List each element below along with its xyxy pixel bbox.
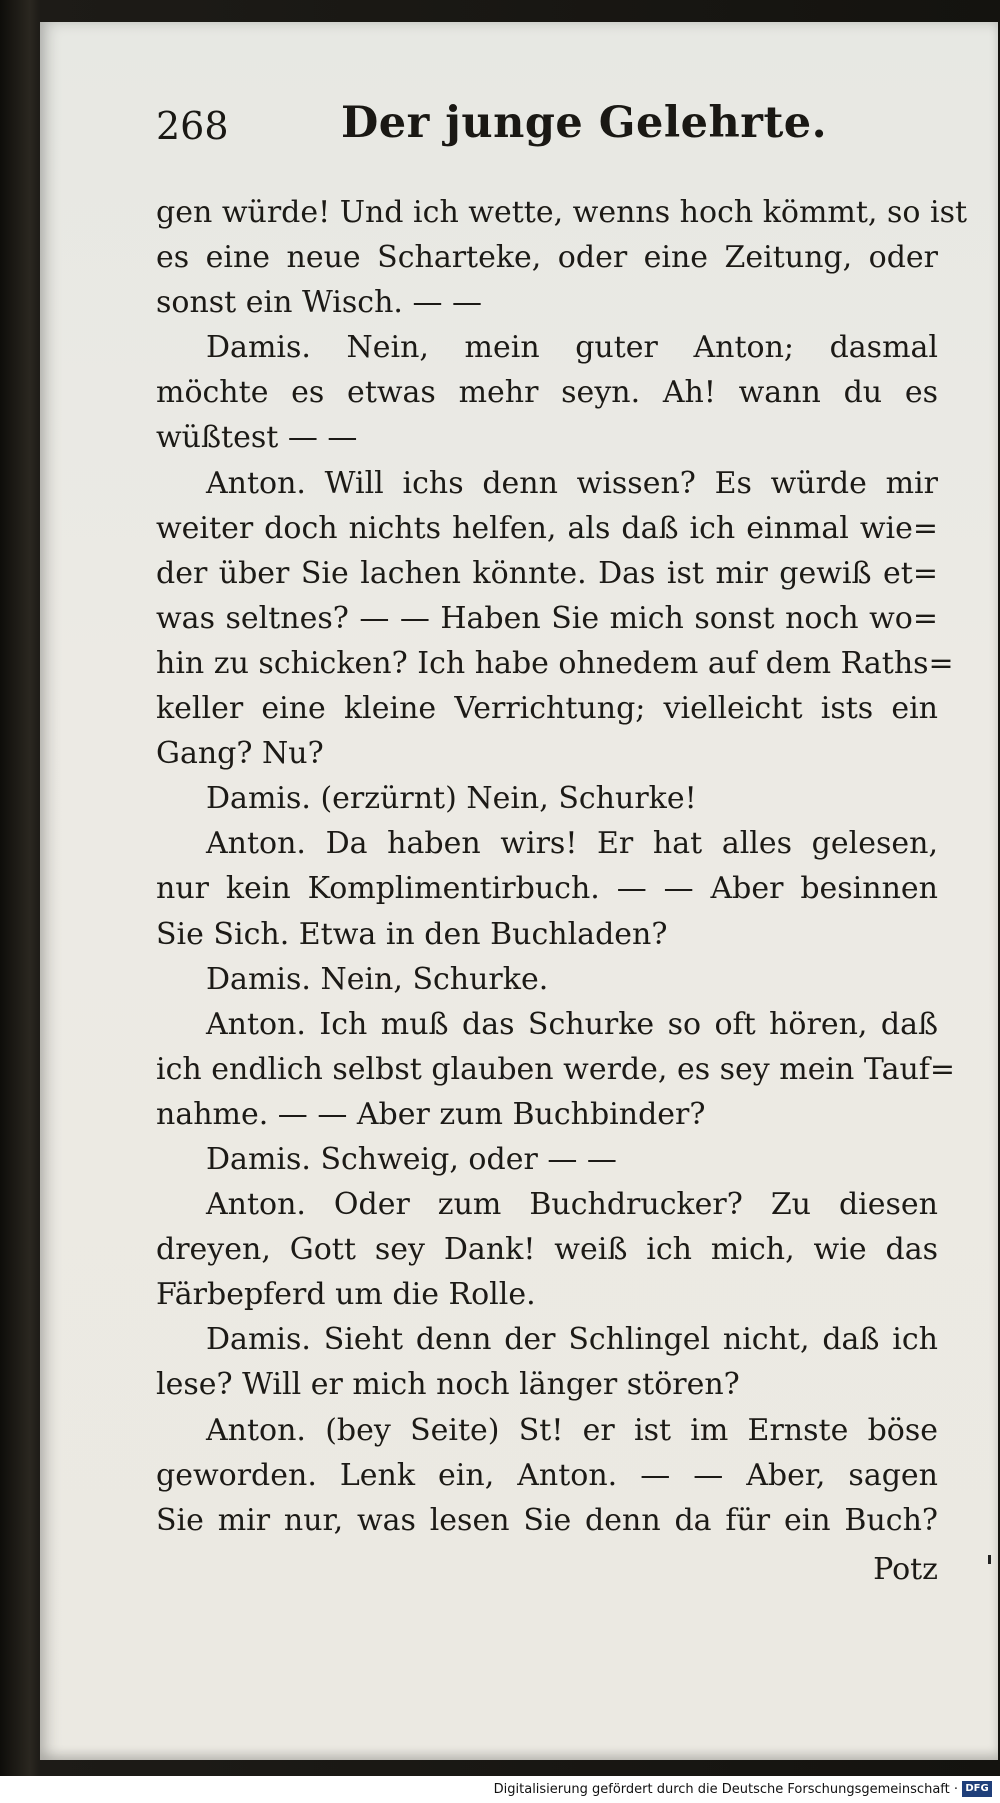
text-line: hin zu schicken? Ich habe ohnedem auf dem Raths= [156,645,954,681]
text-line: sonst ein Wisch. — — [156,285,483,321]
text-line: gen würde! Und ich wette, wenns hoch kömmt, so ist [156,195,968,230]
text-line: was seltnes? — — Haben Sie mich sonst noch wo= [156,600,938,636]
page-header [156,98,936,158]
text-line: der über Sie lachen könnte. Das ist mir gewiß et= [156,555,938,591]
text-line: Sie Sich. Etwa in den Buchladen? [156,916,668,952]
speech-line: Anton. Will ichs denn wissen? Es würde mir [206,465,938,501]
text-line: es eine neue Scharteke, oder eine Zeitung, oder [156,240,938,276]
page-number: 268 [156,104,229,148]
speech-line: Damis. Nein, mein guter Anton; dasmal [206,330,938,366]
speech-line: Anton. (bey Seite) St! er ist im Ernste böse [206,1412,938,1448]
text-line: Gang? Nu? [156,736,324,772]
digitization-footer [0,1776,1000,1803]
text-line: nur kein Komplimentirbuch. — — Aber besinnen [156,871,938,907]
text-line: wüßtest — — [156,420,358,456]
text-line: möchte es etwas mehr seyn. Ah! wann du es [156,375,938,411]
speech-line: Anton. Ich muß das Schurke so oft hören, daß [206,1006,938,1042]
text-line: geworden. Lenk ein, Anton. — — Aber, sagen [156,1457,938,1493]
dfg-logo-icon: DFG [962,1781,992,1797]
speech-line: Damis. Schweig, oder — — [206,1141,617,1177]
footer-credit: Digitalisierung gefördert durch die Deutsche Forschungsgemeinschaft · [493,1782,958,1797]
catchword: Potz [873,1552,938,1587]
edge-mark [988,1555,991,1564]
text-line: nahme. — — Aber zum Buchbinder? [156,1096,706,1132]
running-head: Der junge Gelehrte. [341,98,828,148]
text-line: ich endlich selbst glauben werde, es sey mein Tauf= [156,1051,956,1087]
text-line: weiter doch nichts helfen, als daß ich einmal wie= [156,510,938,546]
text-line: dreyen, Gott sey Dank! weiß ich mich, wie das [156,1232,938,1268]
text-line: keller eine kleine Verrichtung; vielleicht ists ein [156,691,938,727]
speech-line: Anton. Da haben wirs! Er hat alles gelesen, [206,826,938,862]
body-text [156,190,968,1543]
text-line: lese? Will er mich noch länger stören? [156,1367,740,1403]
speech-line: Anton. Oder zum Buchdrucker? Zu diesen [206,1187,938,1223]
speech-line: Damis. Sieht denn der Schlingel nicht, daß ich [206,1322,938,1358]
text-line: Färbepferd um die Rolle. [156,1277,536,1313]
speech-line: Damis. (erzürnt) Nein, Schurke! [206,781,697,817]
text-line: Sie mir nur, was lesen Sie denn da für ein Buch? [156,1502,938,1538]
speech-line: Damis. Nein, Schurke. [206,961,549,997]
